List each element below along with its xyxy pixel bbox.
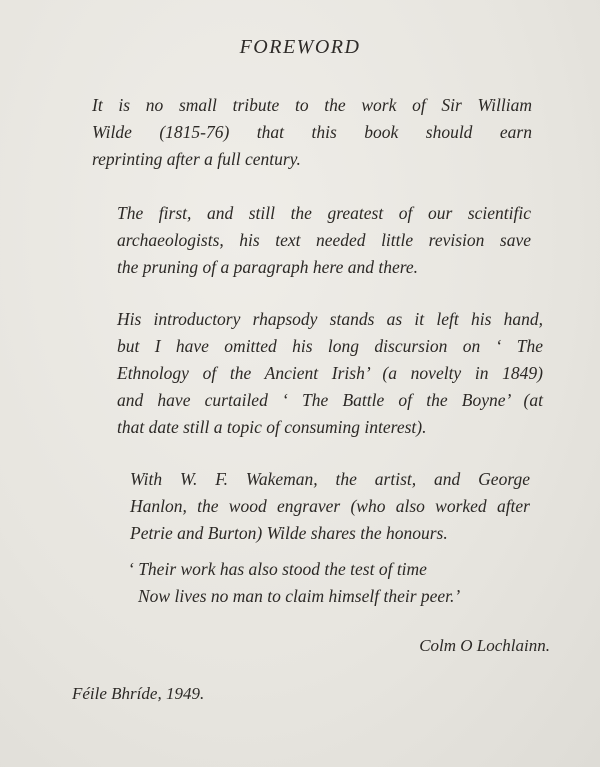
text-line: His introductory rhapsody stands as it left his hand, <box>117 309 543 329</box>
dateline: Féile Bhríde, 1949. <box>72 684 205 703</box>
paragraph-tribute <box>92 92 532 173</box>
text-line: that date still a topic of consuming interest). <box>117 417 427 437</box>
verse-line: ‘ Their work has also stood the test of time <box>128 559 427 579</box>
text-line: Petrie and Burton) Wilde shares the honours. <box>130 523 448 543</box>
author-signature: Colm O Lochlainn. <box>419 636 550 655</box>
verse-quotation <box>128 556 508 610</box>
text-line: Hanlon, the wood engraver (who also worked after <box>130 496 530 516</box>
verse-line: Now lives no man to claim himself their peer.’ <box>138 586 461 606</box>
text-line: Wilde (1815-76) that this book should earn <box>92 122 532 142</box>
paragraph-rhapsody <box>117 306 543 441</box>
paragraph-archaeologists <box>117 200 531 281</box>
paragraph-honours <box>130 466 530 547</box>
text-line: Ethnology of the Ancient Irish’ (a novelty in 1849) <box>117 363 543 383</box>
text-line: and have curtailed ‘ The Battle of the Boyne’ (at <box>117 390 543 410</box>
text-line: It is no small tribute to the work of Sir William <box>92 95 532 115</box>
page-title: FOREWORD <box>239 36 361 58</box>
text-line: The first, and still the greatest of our scientific <box>117 203 531 223</box>
text-line: but I have omitted his long discursion on ‘ The <box>117 336 543 356</box>
text-line: With W. F. Wakeman, the artist, and George <box>130 469 530 489</box>
text-line: the pruning of a paragraph here and there. <box>117 257 419 277</box>
text-line: reprinting after a full century. <box>92 149 301 169</box>
text-line: archaeologists, his text needed little revision save <box>117 230 531 250</box>
